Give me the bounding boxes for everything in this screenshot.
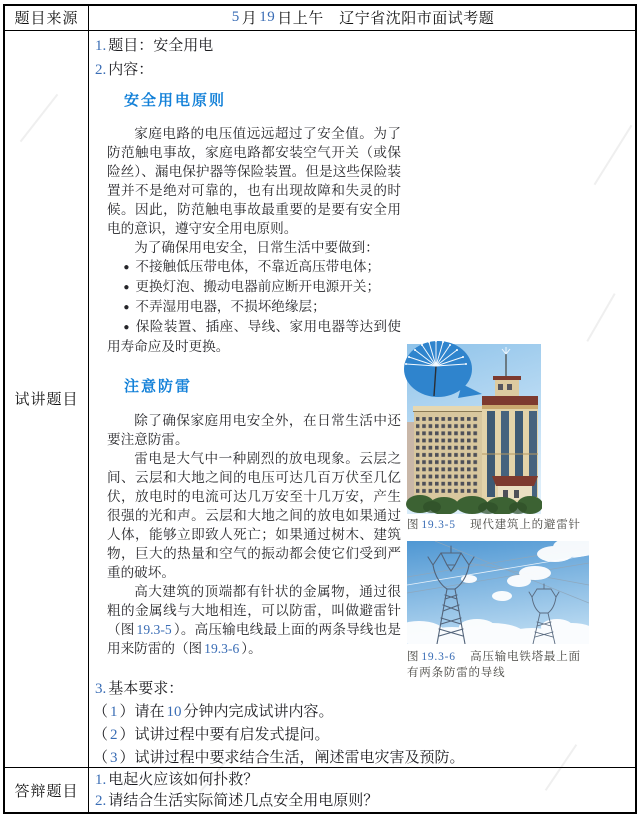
excerpt-heading-lightning: 注意防雷 (124, 378, 193, 395)
source-row (5, 6, 635, 31)
exam-table (3, 4, 637, 814)
bullet-dot-icon: ● (123, 261, 130, 273)
bullet-dot-icon: ● (123, 321, 130, 333)
textbook-excerpt (89, 87, 635, 679)
bullet-item (107, 297, 401, 317)
excerpt-paragraph: 除了确保家庭用电安全外，在日常生活中还要注意防雷。 (107, 412, 401, 447)
excerpt-paragraph: 高大建筑的顶端都有针状的金属物，通过很粗的金属线与大地相连，可以防雷，叫做避雷针（图 19.3-5 ）。高压输电线最上面的两条导线也是用来防雷的（图 19.3-6 ）。 (107, 583, 401, 656)
lecture-label: 试讲题目 (14, 392, 79, 409)
figure-caption-line: 有两条防雷的导线 (407, 666, 506, 679)
lecture-label-cell (5, 31, 89, 767)
building-photo-illustration (402, 336, 542, 514)
figure-towers-photo (407, 541, 589, 649)
bullet-text: 更换灯泡、搬动电器前应断开电源开关； (135, 278, 381, 294)
basic-requirements (92, 678, 635, 767)
excerpt-paragraph: 雷电是大气中一种剧烈的放电现象。云层之间、云层和大地之间的电压可达几百万伏至几亿伏，放电时的电流可达几万安至十几万安，产生很强的光和声。云层和大地之间的放电如果通过人体，能够立即致人死亡；如果通过树木、建筑物，巨大的热量和空气的振动都会使它们受到严重的破坏。 (107, 450, 401, 580)
source-label-cell (5, 6, 89, 30)
figure-caption: 图 19.3-5 现代建筑上的避雷针 (407, 518, 581, 531)
basic-requirements-title: 3. 基本要求： (95, 680, 184, 697)
source-label: 题目来源 (14, 11, 79, 28)
requirement-item: （ 2 ）试讲过程中要有启发式提问。 (93, 726, 330, 743)
defense-question: 1. 电起火应该如何扑救？ (95, 772, 259, 788)
defense-question: 2. 请结合生活实际简述几点安全用电原则？ (95, 793, 379, 809)
bullet-item (107, 317, 401, 356)
defense-label: 答辩题目 (14, 783, 79, 800)
excerpt-text-column (107, 124, 401, 658)
requirement-item: （ 3 ）试讲过程中要求结合生活，阐述雷电灾害及预防。 (93, 749, 465, 766)
bullet-dot-icon: ● (123, 281, 130, 293)
bullet-text: 不弄湿用电器，不损坏绝缘层； (135, 298, 326, 314)
bullet-text: 不接触低压带电体，不靠近高压带电体； (135, 258, 381, 274)
excerpt-paragraph: 家庭电路的电压值远远超过了安全值。为了防范触电事故，家庭电路都安装空气开关（或保险丝）、漏电保护器等保险装置。但是这些保险装置并不是绝对可靠的，也有出现故障和失灵的时候。因此，防范触电事故最重要的是要有安全用电的意识，遵守安全用电原则。 (107, 125, 401, 236)
lecture-item-title: 1. 题目：安全用电 (95, 37, 214, 54)
bullet-text: 保险装置、插座、导线、家用电器等达到使用寿命应及时更换。 (107, 318, 402, 354)
source-title: 5 月 19 日上午 辽宁省沈阳市面试考题 (231, 9, 495, 28)
bullet-item (107, 277, 401, 297)
lecture-content (89, 31, 635, 767)
transmission-towers-illustration (407, 541, 589, 644)
lecture-item-content: 2. 内容： (95, 61, 154, 78)
figure-caption-line: 图 19.3-6 高压输电铁塔最上面 (407, 650, 581, 663)
excerpt-heading-safety: 安全用电原则 (124, 92, 227, 109)
defense-label-cell (5, 768, 89, 812)
excerpt-paragraph: 为了确保用电安全，日常生活中要做到： (134, 239, 379, 255)
requirement-item: （ 1 ）请在 10 分钟内完成试讲内容。 (93, 703, 334, 720)
figure-building-photo (402, 336, 542, 519)
bullet-item (107, 257, 401, 277)
defense-row (5, 768, 635, 812)
figure-caption (407, 649, 581, 681)
lecture-row (5, 31, 635, 768)
bullet-dot-icon: ● (123, 301, 130, 313)
defense-content (89, 768, 635, 812)
